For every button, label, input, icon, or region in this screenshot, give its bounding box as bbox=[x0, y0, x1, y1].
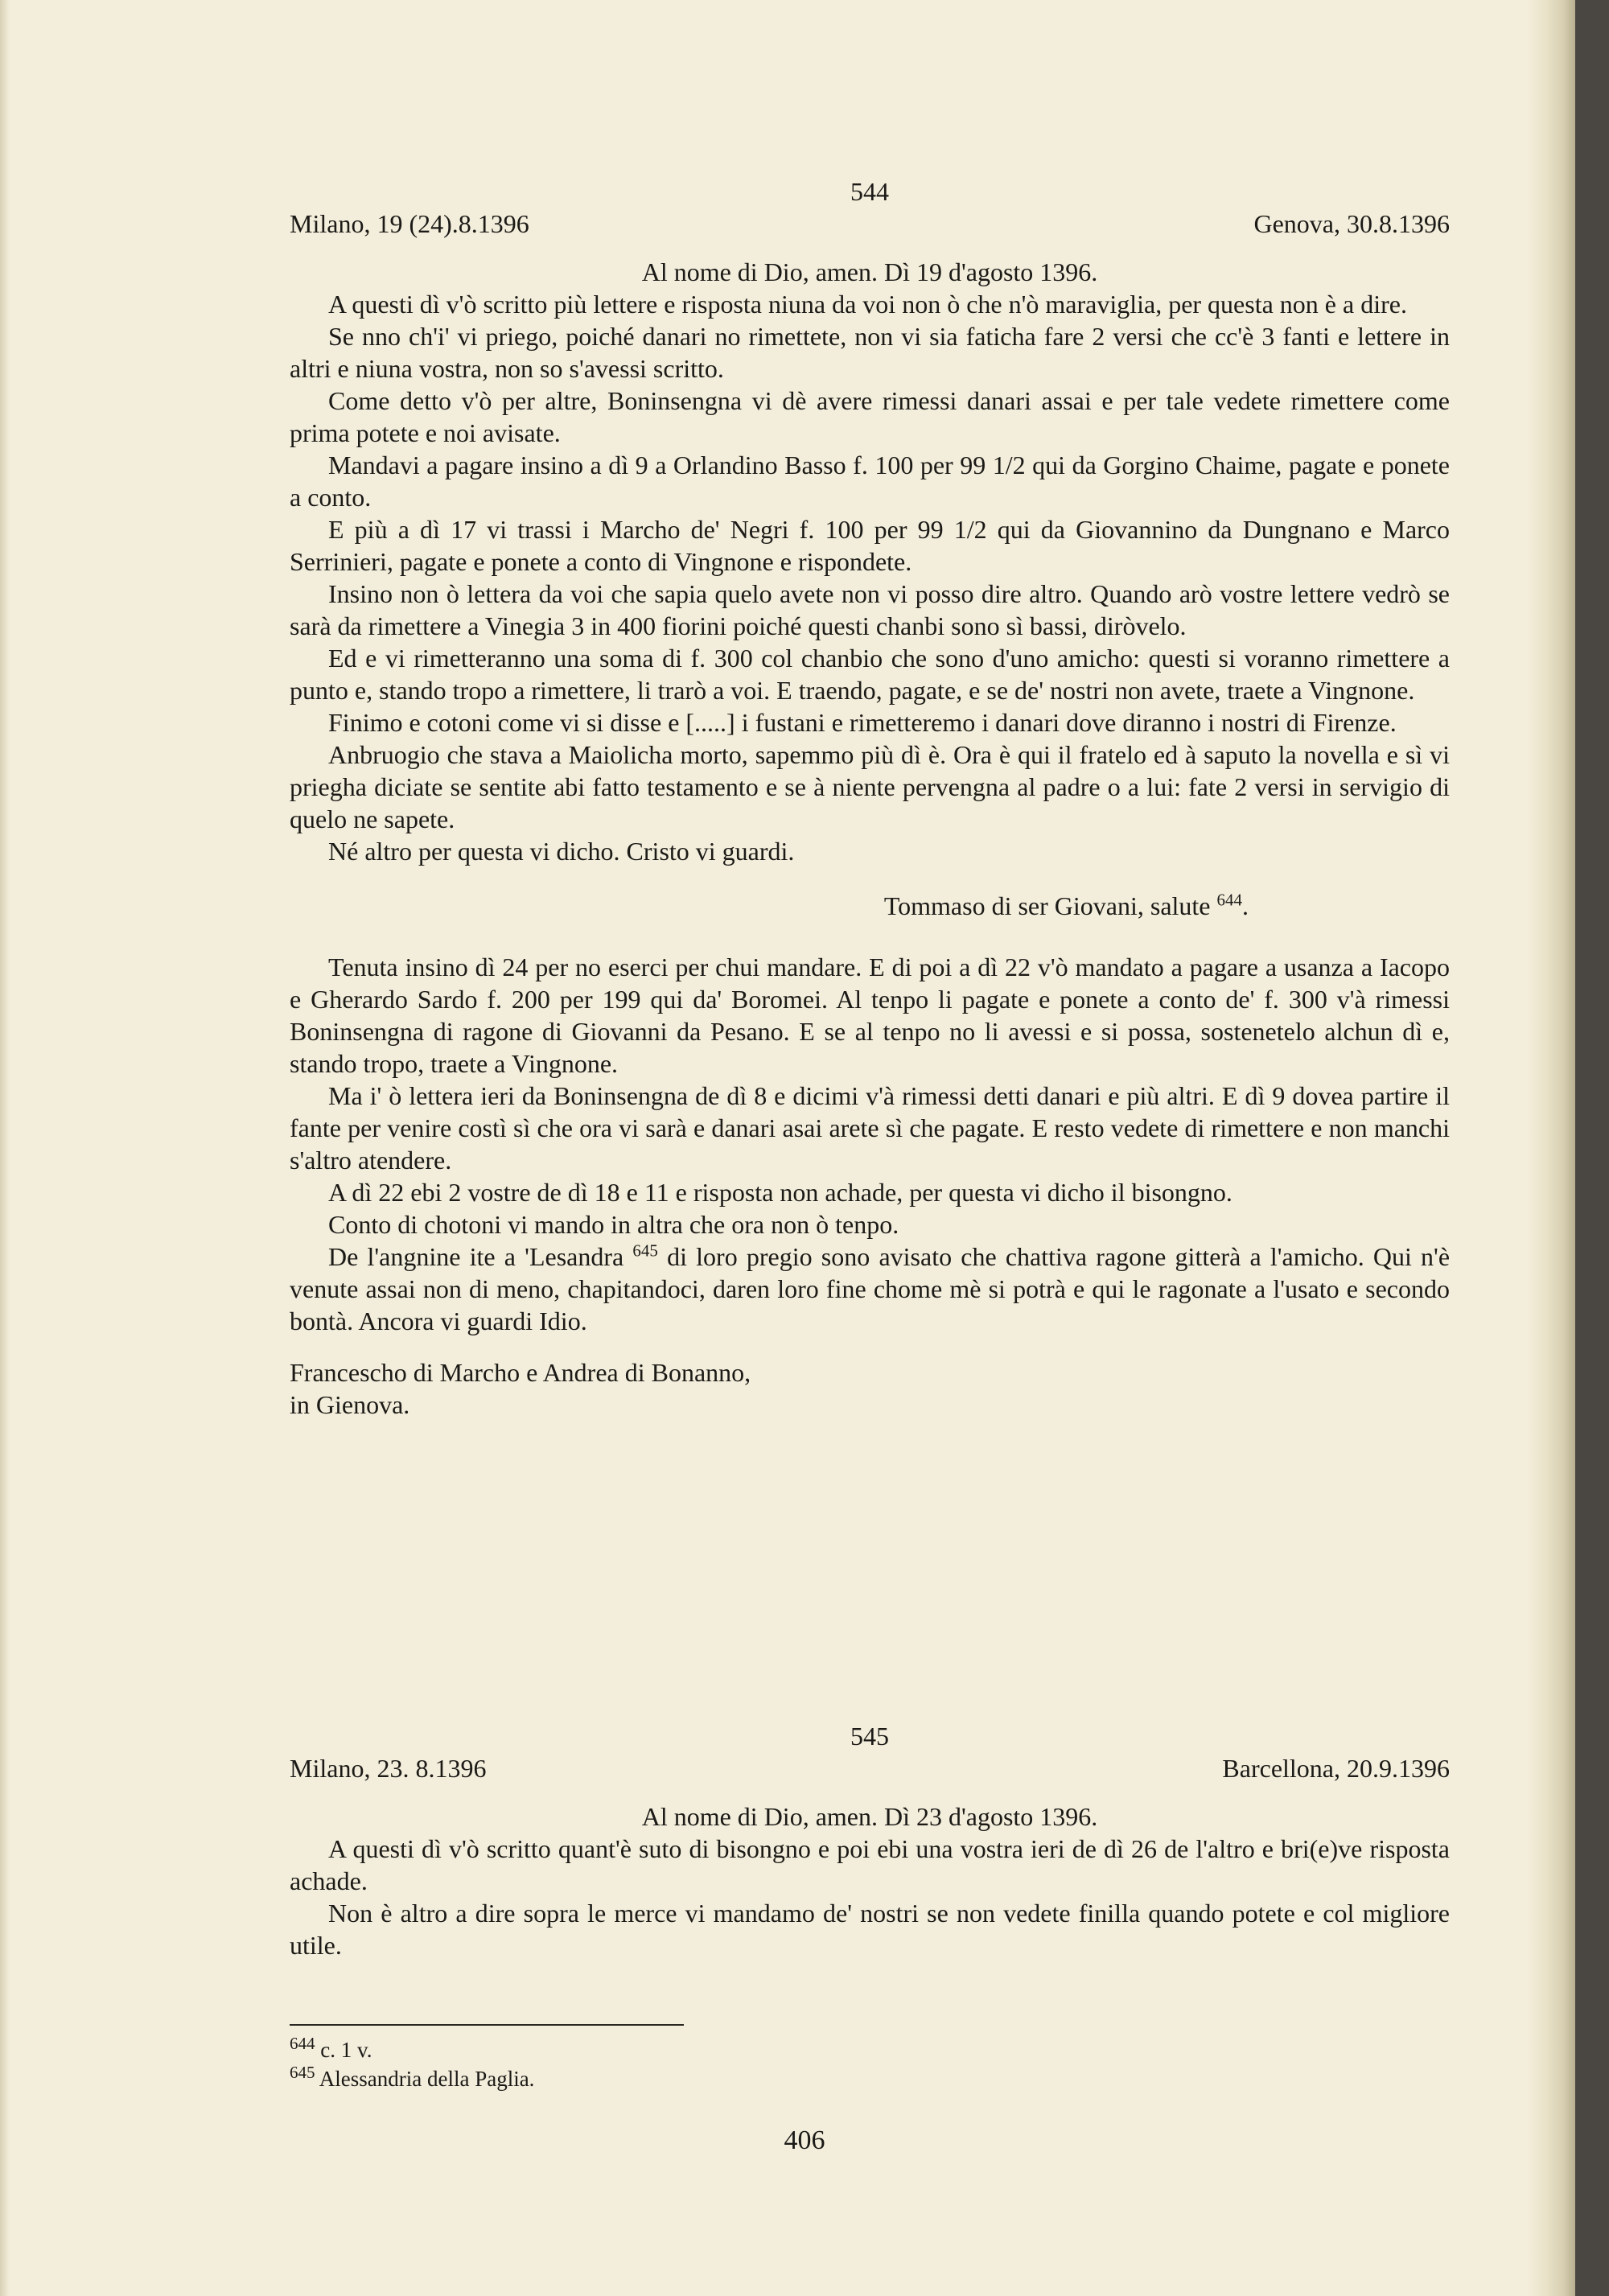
paragraph: E più a dì 17 vi trassi i Marcho de' Negri f. 100 per 99 1/2 qui da Giovannino da Dungnano e Marco Serrinieri, pagate e ponete a conto di Vingnone e rispondete. bbox=[290, 515, 1450, 576]
paragraph-text: di loro pregio sono avisato che chattiva ragone gitterà a l'amicho. Qui n'è venute assai non di meno, chapitandoci, daren loro fine chome mè si potrà e qui le ragonate a l'usato e secondo bontà. Ancora vi guardi Idio. bbox=[290, 1242, 1451, 1335]
letter-heading: Al nome di Dio, amen. Dì 19 d'agosto 1396. bbox=[641, 257, 1098, 286]
page-edge bbox=[0, 0, 10, 2296]
paragraph: Né altro per questa vi dicho. Cristo vi guardi. bbox=[328, 837, 795, 866]
paragraph: A questi dì v'ò scritto quant'è suto di bisongno e poi ebi una vostra ieri de dì 26 de l'altro e bri(e)ve risposta achade. bbox=[290, 1834, 1450, 1895]
footnote-ref-644: 644 bbox=[1216, 890, 1242, 910]
dateline bbox=[290, 1752, 1450, 1784]
postscript-paragraph bbox=[290, 1241, 1450, 1337]
footnote-ref-645: 645 bbox=[632, 1241, 658, 1261]
to-date: Barcellona, 20.9.1396 bbox=[1222, 1754, 1450, 1783]
paragraph: Anbruogio che stava a Maiolicha morto, sapemmo più dì è. Ora è qui il fratelo ed à saputo la novella e sì vi priegha diciate se sentite abi fatto testamento e se à niente pervengna al padre o a lui: fate 2 versi in servigio di quelo ne sapete. bbox=[290, 740, 1450, 833]
signature-text: Tommaso di ser Giovani, salute bbox=[883, 891, 1211, 920]
address-line: in Gienova. bbox=[290, 1390, 410, 1419]
signature: Tommaso di ser Giovani, salute $^{644}$. bbox=[883, 890, 1249, 920]
letter-number: 544 bbox=[850, 177, 889, 206]
postscript-paragraph: Ma i' ò lettera ieri da Boninsengna de dì 8 e dicimi v'à rimessi detti danari e più altri. E dì 9 dovea partire il fante per venire costì sì che ora vi sarà e danari asai arete sì che pagate. E resto vedete di rimettere e non manchi s'altro atendere. bbox=[290, 1081, 1450, 1175]
paragraph: Insino non ò lettera da voi che sapia quelo avete non vi posso dire altro. Quando arò vostre lettere vedrò se sarà da rimettere a Vinegia 3 in 400 fiorini poiché questi chanbi sono sì bassi, diròvelo. bbox=[290, 579, 1450, 640]
paragraph: Finimo e cotoni come vi si disse e [.....] i fustani e rimetteremo i danari dove diranno i nostri di Firenze. bbox=[328, 708, 1397, 737]
footnote-number: 645 bbox=[290, 2063, 315, 2082]
postscript-paragraph: A dì 22 ebi 2 vostre de dì 18 e 11 e risposta non achade, per questa vi dicho il bisongno. bbox=[328, 1178, 1232, 1207]
letter-545 bbox=[290, 1720, 1450, 1961]
from-date: Milano, 19 (24).8.1396 bbox=[290, 209, 529, 238]
footnote-number: 644 bbox=[290, 2034, 315, 2053]
paragraph: Se nno ch'i' vi priego, poiché danari no rimettete, non vi sia faticha fare 2 versi che cc'è 3 fanti e lettere in altri e niuna vostra, non so s'avessi scritto. bbox=[290, 322, 1450, 383]
footnote-rule bbox=[290, 2024, 684, 2026]
postscript-paragraph: Conto di chotoni vi mando in altra che ora non ò tenpo. bbox=[328, 1210, 899, 1239]
paragraph: A questi dì v'ò scritto più lettere e risposta niuna da voi non ò che n'ò maraviglia, per questa non è a dire. bbox=[328, 290, 1407, 319]
paragraph-text: De l'angnine ite a 'Lesandra bbox=[328, 1242, 624, 1271]
address-line: Francescho di Marcho e Andrea di Bonanno, bbox=[290, 1358, 751, 1387]
letter-544 bbox=[290, 175, 1450, 1421]
letter-heading: Al nome di Dio, amen. Dì 23 d'agosto 1396. bbox=[641, 1802, 1098, 1831]
paragraph: Non è altro a dire sopra le merce vi mandamo de' nostri se non vedete finilla quando potete e col migliore utile. bbox=[290, 1899, 1450, 1960]
footnotes bbox=[290, 2035, 534, 2093]
paragraph: Mandavi a pagare insino a dì 9 a Orlandino Basso f. 100 per 99 1/2 qui da Gorgino Chaime, pagate e ponete a conto. bbox=[290, 451, 1450, 512]
from-date: Milano, 23. 8.1396 bbox=[290, 1754, 487, 1783]
page-number: 406 bbox=[784, 2125, 825, 2155]
paragraph: Ed e vi rimetteranno una soma di f. 300 col chanbio che sono d'uno amicho: questi si voranno rimettere a punto e, stando tropo a rimettere, li trarò a voi. E traendo, pagate, e se de' nostri non avete, traete a Vingnone. bbox=[290, 644, 1450, 705]
footnote-645 bbox=[290, 2064, 534, 2093]
binding-gutter bbox=[1527, 0, 1575, 2296]
dateline bbox=[290, 208, 1450, 240]
to-date: Genova, 30.8.1396 bbox=[1253, 209, 1450, 238]
footnote-644 bbox=[290, 2035, 534, 2064]
letter-number: 545 bbox=[850, 1722, 889, 1751]
postscript-paragraph: Tenuta insino dì 24 per no eserci per chui mandare. E di poi a dì 22 v'ò mandato a pagare a usanza a Iacopo e Gherardo Sardo f. 200 per 199 qui da' Boromei. Al tenpo li pagate e ponete a conto de' f. 300 v'à rimessi Boninsengna di ragone di Giovanni da Pesano. E se al tenpo no li avessi e si possa, sostenetelo alchun dì e, stando tropo, traete a Vingnone. bbox=[290, 953, 1450, 1078]
footnote-text: c. 1 v. bbox=[320, 2038, 372, 2062]
footnote-text: Alessandria della Paglia. bbox=[319, 2067, 535, 2091]
paragraph: Come detto v'ò per altre, Boninsengna vi dè avere rimessi danari assai e per tale vedete rimettere come prima potete e noi avisate. bbox=[290, 386, 1450, 447]
